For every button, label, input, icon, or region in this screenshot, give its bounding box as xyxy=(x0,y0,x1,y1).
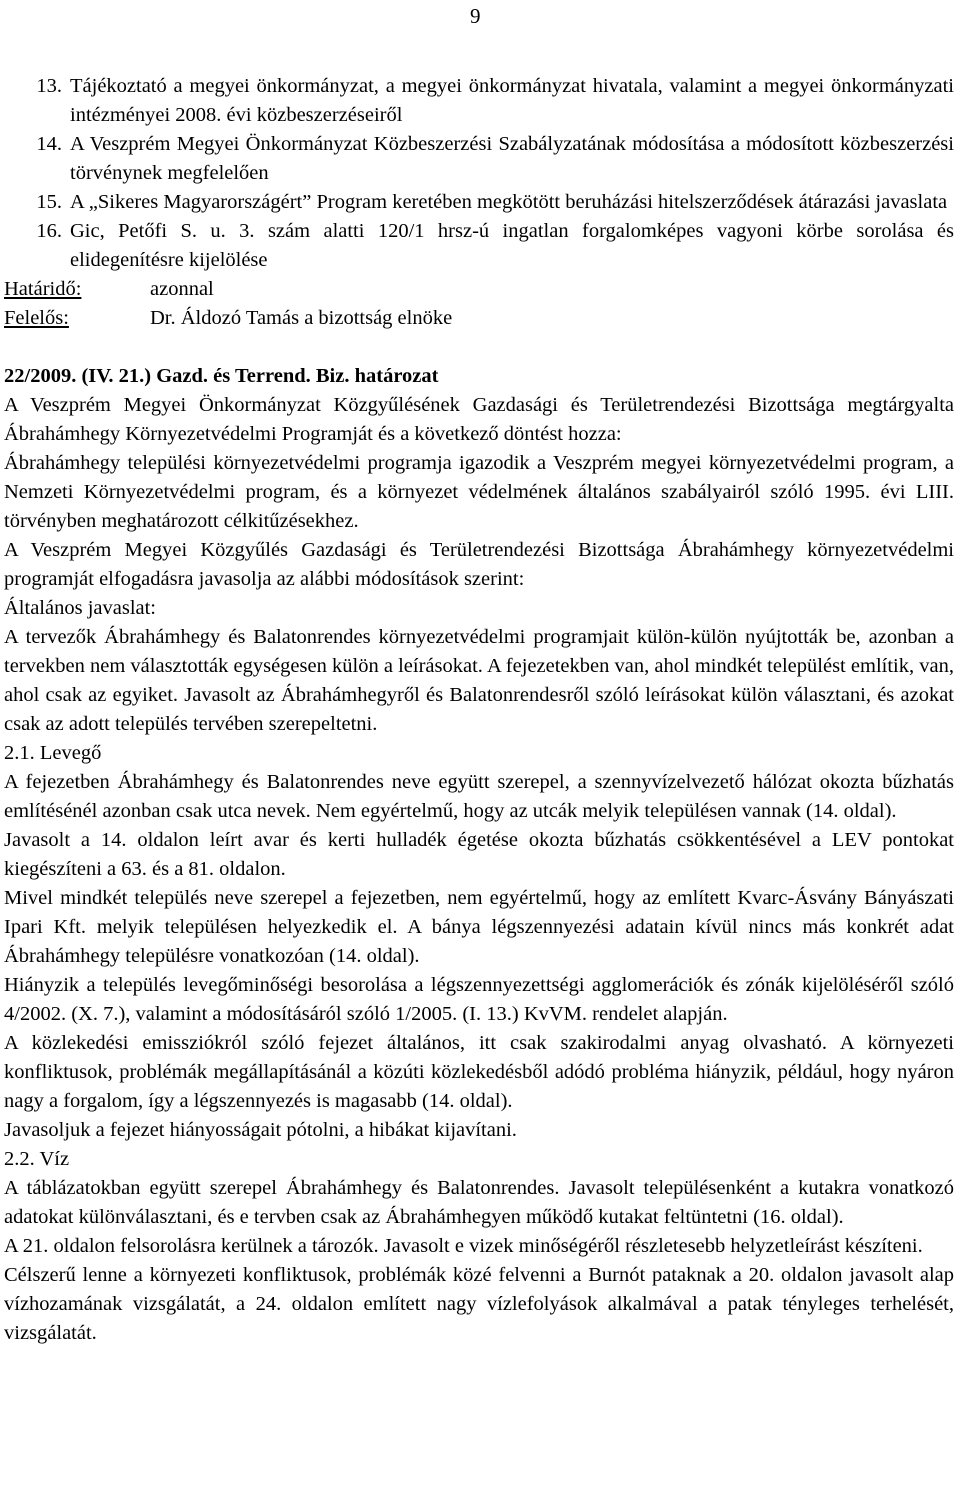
agenda-item xyxy=(4,130,954,188)
agenda-item-text: Tájékoztató a megyei önkormányzat, a megyei önkormányzat hivatala, valamint a megyei önkormányzati intézményei 2008. évi közbeszerzéseiről xyxy=(70,75,954,126)
paragraph: Hiányzik a település levegőminőségi besorolása a légszennyezettségi agglomerációk és zónák kijelöléséről szóló 4/2002. (X. 7.), valamint a módosításáról szóló 1/2005. (I. 13.) KvVM. rendelet alapján. xyxy=(4,974,954,1025)
agenda-item xyxy=(4,188,954,217)
paragraph: Mivel mindkét település neve szerepel a fejezetben, nem egyértelmű, hogy az említett Kvarc-Ásvány Bányászati Ipari Kft. melyik településen helyezkedik el. A bánya légszennyezési adatain kívül nincs más konkrét adat Ábrahámhegy településre vonatkozóan (14. oldal). xyxy=(4,887,954,967)
agenda-item xyxy=(4,72,954,130)
paragraph: A közlekedési emissziókról szóló fejezet általános, itt csak szakirodalmi anyag olvasható. A környezeti konfliktusok, problémák megállapításánál a közúti közlekedésből adódó probléma hiányzik, például, hogy nyáron nagy a forgalom, így a légszennyezés is magasabb (14. oldal). xyxy=(4,1032,954,1112)
responsible-label: Felelős: xyxy=(4,307,69,329)
section-heading: Általános javaslat: xyxy=(4,597,156,619)
agenda-item xyxy=(4,217,954,275)
paragraph: Javasolt a 14. oldalon leírt avar és kerti hulladék égetése okozta bűzhatás csökkentésével a LEV pontokat kiegészíteni a 63. és a 81. oldalon. xyxy=(4,829,954,880)
section-heading: 2.2. Víz xyxy=(4,1148,70,1170)
paragraph: A Veszprém Megyei Önkormányzat Közgyűlésének Gazdasági és Területrendezési Bizottsága megtárgyalta Ábrahámhegy Környezetvédelmi Programját és a következő döntést hozza: xyxy=(4,394,954,445)
paragraph: A táblázatokban együtt szerepel Ábrahámhegy és Balatonrendes. Javasolt településenként a kutakra vonatkozó adatokat különválasztani, és e tervben csak az Ábrahámhegyen működő kutakat feltüntetni (16. oldal). xyxy=(4,1177,954,1228)
agenda-item-number: 14. xyxy=(36,133,62,155)
paragraph: A tervezők Ábrahámhegy és Balatonrendes környezetvédelmi programjait külön-külön nyújtották be, azonban a tervekben nem választották egységesen külön a leírásokat. A fejezetekben van, ahol mindkét települést említik, van, ahol csak az egyiket. Javasolt az Ábrahámhegyről és Balatonrendesről szóló leírásokat külön választani, és azokat csak az adott település tervében szerepeltetni. xyxy=(4,626,954,735)
section-heading: 2.1. Levegő xyxy=(4,742,102,764)
page-number: 9 xyxy=(470,4,481,28)
deadline-row xyxy=(4,275,954,304)
paragraph: A 21. oldalon felsorolásra kerülnek a tározók. Javasolt e vizek minőségéről részletesebb helyzetleírást készíteni. xyxy=(4,1235,923,1257)
paragraph: Javasoljuk a fejezet hiányosságait pótolni, a hibákat kijavítani. xyxy=(4,1119,517,1141)
document-content xyxy=(4,72,954,1348)
spacer xyxy=(4,333,954,362)
deadline-value: azonnal xyxy=(150,278,214,300)
paragraph: Célszerű lenne a környezeti konfliktusok, problémák közé felvenni a Burnót pataknak a 20. oldalon javasolt alap vízhozamának vizsgálatát, a 24. oldalon említett nagy vízlefolyások alkalmával a patak tényleges terhelését, vizsgálatát. xyxy=(4,1264,954,1344)
paragraph: A Veszprém Megyei Közgyűlés Gazdasági és Területrendezési Bizottsága Ábrahámhegy környezetvédelmi programját elfogadásra javasolja az alábbi módosítások szerint: xyxy=(4,539,954,590)
paragraph: A fejezetben Ábrahámhegy és Balatonrendes neve együtt szerepel, a szennyvízelvezető hálózat okozta bűzhatás említésénél azonban csak utca nevek. Nem egyértelmű, hogy az utcák melyik településen vannak (14. oldal). xyxy=(4,771,954,822)
responsible-row xyxy=(4,304,954,333)
agenda-item-text: Gic, Petőfi S. u. 3. szám alatti 120/1 hrsz-ú ingatlan forgalomképes vagyoni körbe sorolása és elidegenítésre kijelölése xyxy=(70,220,954,271)
agenda-item-number: 15. xyxy=(36,191,62,213)
agenda-item-number: 13. xyxy=(36,75,62,97)
deadline-label: Határidő: xyxy=(4,278,82,300)
paragraph: Ábrahámhegy települési környezetvédelmi programja igazodik a Veszprém megyei környezetvédelmi program, a Nemzeti Környezetvédelmi program, és a környezet védelmének általános szabályairól szóló 1995. évi LIII. törvényben meghatározott célkitűzésekhez. xyxy=(4,452,954,532)
responsible-value: Dr. Áldozó Tamás a bizottság elnöke xyxy=(150,307,453,329)
resolution-title: 22/2009. (IV. 21.) Gazd. és Terrend. Biz. határozat xyxy=(4,365,439,387)
agenda-item-text: A „Sikeres Magyarországért” Program keretében megkötött beruházási hitelszerződések átárazási javaslata xyxy=(70,191,948,213)
agenda-item-number: 16. xyxy=(36,220,62,242)
agenda-item-text: A Veszprém Megyei Önkormányzat Közbeszerzési Szabályzatának módosítása a módosított közbeszerzési törvénynek megfelelően xyxy=(70,133,954,184)
